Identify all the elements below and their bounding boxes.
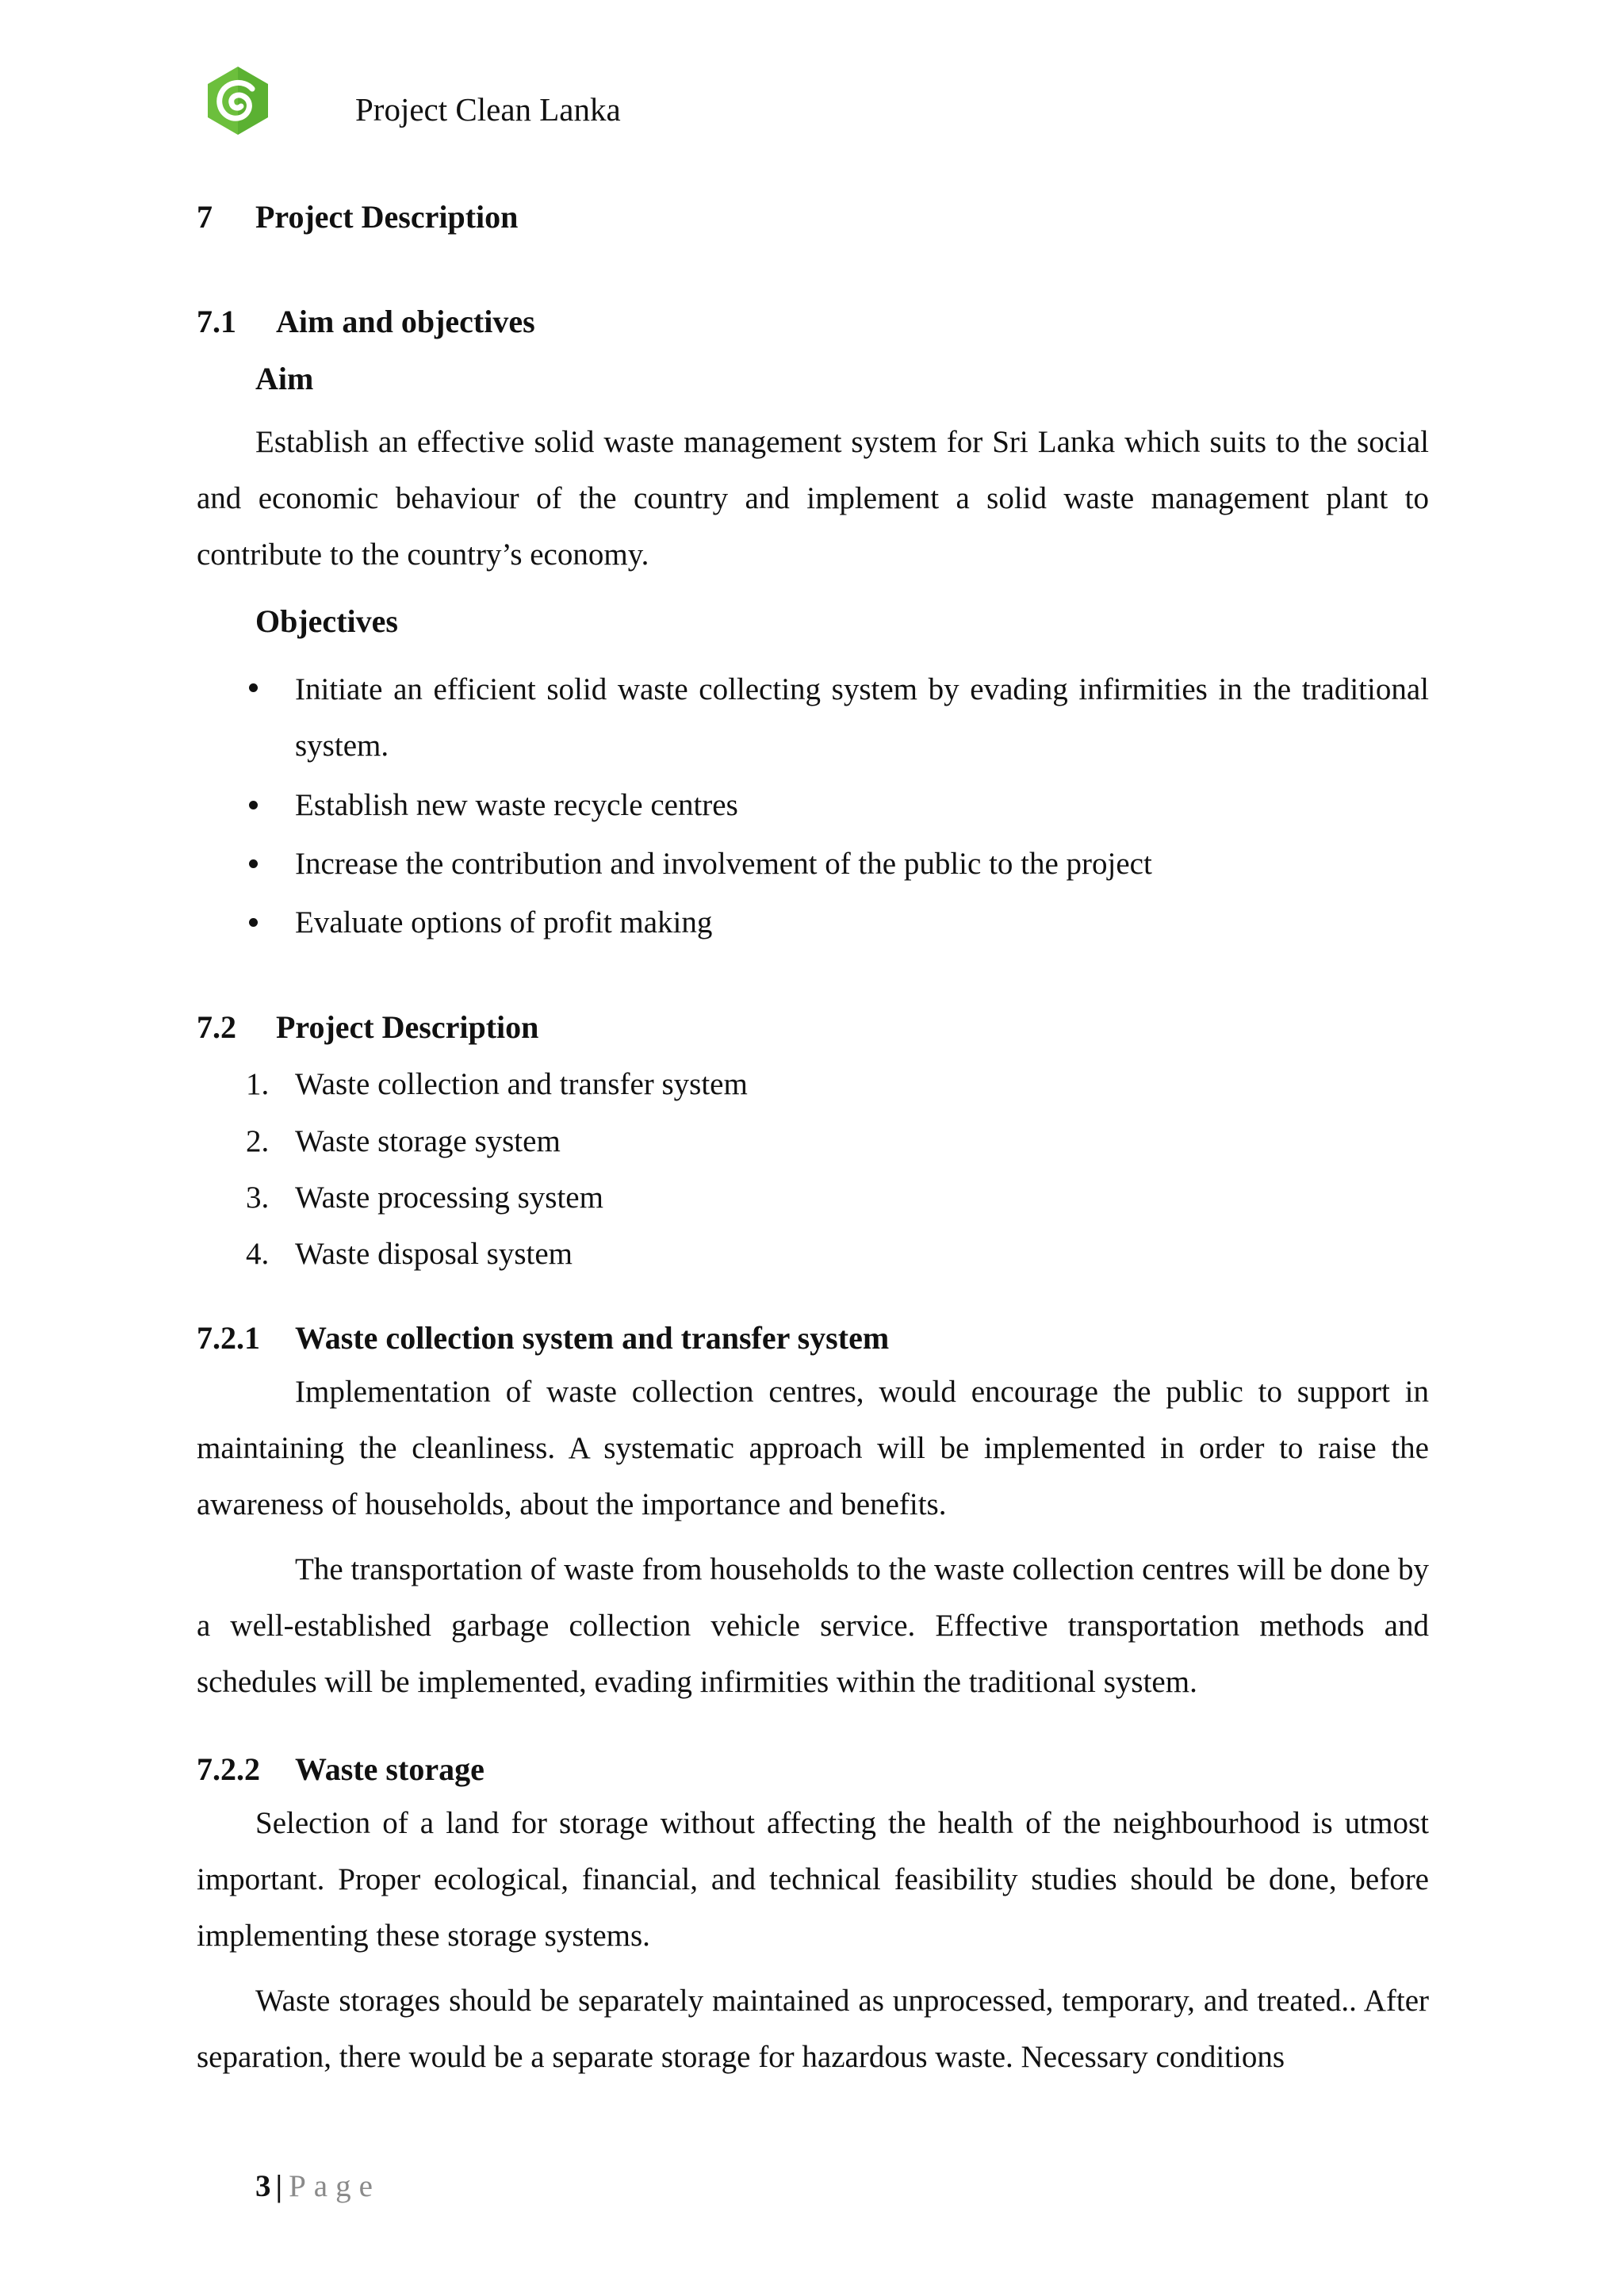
- section-title: Aim and objectives: [276, 304, 535, 339]
- section-title: Project Description: [255, 199, 519, 235]
- green-swirl-logo-icon: [205, 65, 271, 136]
- list-item: Waste disposal system: [295, 1237, 573, 1271]
- list-item: Waste collection and transfer system: [295, 1067, 748, 1101]
- bullet-icon: [249, 859, 258, 868]
- aim-paragraph: Establish an effective solid waste management system for Sri Lanka which suits to the social and economic behaviour of the country and implement a solid waste management plant to contribute to the country’s economy.: [197, 425, 1429, 572]
- section-title: Waste storage: [295, 1751, 485, 1787]
- bullet-icon: [249, 801, 258, 809]
- list-number: 2.: [246, 1124, 270, 1158]
- bullet-icon: [249, 918, 258, 927]
- bullet-icon: [249, 683, 258, 692]
- page-label: Page: [289, 2169, 381, 2203]
- page-number: 3: [255, 2169, 271, 2203]
- list-item: Waste storage system: [295, 1124, 561, 1158]
- section-title: Project Description: [276, 1009, 539, 1045]
- list-number: 1.: [246, 1067, 270, 1101]
- section-title: Waste collection system and transfer system: [295, 1320, 890, 1356]
- section-number: 7.1: [197, 304, 236, 339]
- page-footer: [255, 2171, 381, 2202]
- collection-paragraph-2: The transportation of waste from households to the waste collection centres will be done by a well-established garbage collection vehicle service. Effective transportation methods and schedules will be implemented, evading infirmities within the traditional system.: [197, 1552, 1429, 1699]
- section-number: 7.2: [197, 1009, 236, 1045]
- list-item: Establish new waste recycle centres: [295, 788, 738, 822]
- list-item: Evaluate options of profit making: [295, 905, 713, 939]
- list-item: Waste processing system: [295, 1181, 603, 1215]
- list-item: Increase the contribution and involvement of the public to the project: [295, 847, 1152, 881]
- storage-paragraph-1: Selection of a land for storage without affecting the health of the neighbourhood is utmost important. Proper ecological, financial, and technical feasibility studies should be done, before implementing these storage systems.: [197, 1806, 1429, 1953]
- page-separator: |: [275, 2169, 283, 2203]
- header-title: Project Clean Lanka: [355, 91, 621, 128]
- list-number: 3.: [246, 1181, 270, 1215]
- list-item: Initiate an efficient solid waste collecting system by evading infirmities in the traditional system.: [295, 672, 1429, 763]
- document-page: Project Clean Lanka 7 Project Description 7.1 Aim and objectives Aim Establish an effective solid waste management system for Sri Lanka which suits to the social and economic behaviour of the country and implement a solid waste management plant to contribute to the country’s economy. Objectives Initiate an efficient solid waste collecting system by evading infirmities in the traditional system. Establish new waste recycle centres Increase the contribution and involvement of the public to the project Evaluate options of profit making 7.2 Project Description 1. Waste collection and transfer system 2. Waste storage system 3. Waste processing system 4. Waste disposal system 7.2.1 Waste collection system and transfer system Implementation of waste collection centres, would encourage the public to support in maintaining the cleanliness. A systematic approach will be implemented in order to raise the awareness of households, about the importance and benefits. The transportation of waste from households to the waste collection centres will be done by a well-established garbage collection vehicle service. Effective transportation methods and schedules will be implemented, evading infirmities within the traditional system. 7.2.2 Waste storage Selection of a land for storage without affecting the health of the neighbourhood is utmost important. Proper ecological, financial, and technical feasibility studies should be done, before implementing these storage systems. Waste storages should be separately maintained as unprocessed, temporary, and treated.. After separation, there would be a separate storage for hazardous waste. Necessary conditions 3 | Page: [0, 0, 1624, 2296]
- collection-paragraph-1: Implementation of waste collection centres, would encourage the public to support in maintaining the cleanliness. A systematic approach will be implemented in order to raise the awareness of households, about the importance and benefits.: [197, 1375, 1429, 1521]
- section-number: 7.2.2: [197, 1751, 260, 1787]
- storage-paragraph-2: Waste storages should be separately maintained as unprocessed, temporary, and treated.. After separation, there would be a separate storage for hazardous waste. Necessary conditions: [197, 1984, 1429, 2074]
- section-number: 7: [197, 199, 213, 235]
- list-number: 4.: [246, 1237, 270, 1271]
- section-number: 7.2.1: [197, 1320, 260, 1356]
